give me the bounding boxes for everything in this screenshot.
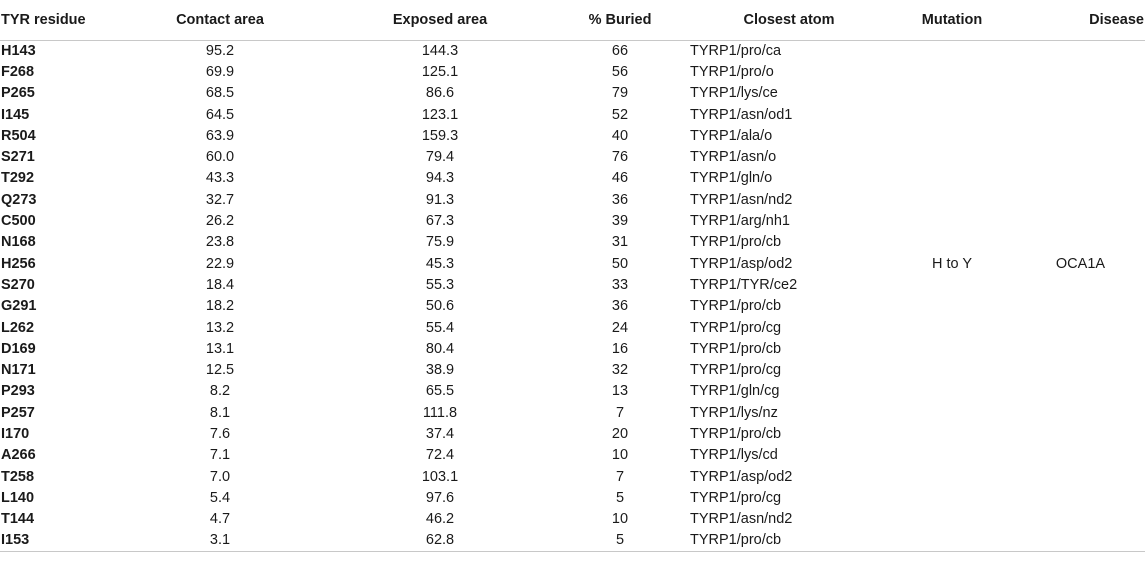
contact-area-cell: 95.2 bbox=[205, 42, 235, 59]
residue-cell: L140 bbox=[1, 489, 35, 506]
contact-area-cell: 18.4 bbox=[205, 276, 235, 293]
mutation-cell bbox=[888, 210, 1016, 231]
disease-cell: OCA1A bbox=[1055, 255, 1106, 272]
table-row bbox=[0, 253, 1145, 274]
closest-atom-cell: TYRP1/pro/cg bbox=[690, 362, 782, 379]
percent-buried-cell: 36 bbox=[611, 191, 629, 208]
exposed-area-cell: 72.4 bbox=[425, 447, 455, 464]
mutation-cell bbox=[888, 338, 1016, 359]
closest-atom-cell: TYRP1/pro/cb bbox=[690, 234, 782, 251]
residue-cell: F268 bbox=[1, 63, 35, 80]
percent-buried-cell: 13 bbox=[611, 383, 629, 400]
exposed-area-cell: 55.3 bbox=[425, 276, 455, 293]
contact-area-cell: 5.4 bbox=[209, 489, 231, 506]
exposed-area-cell: 125.1 bbox=[421, 63, 459, 80]
percent-buried-cell: 7 bbox=[615, 468, 625, 485]
closest-atom-cell: TYRP1/pro/cb bbox=[690, 425, 782, 442]
residue-cell: L262 bbox=[1, 319, 35, 336]
mutation-cell bbox=[888, 104, 1016, 125]
disease-cell bbox=[1016, 61, 1145, 82]
percent-buried-cell: 66 bbox=[611, 42, 629, 59]
closest-atom-cell: TYRP1/pro/cb bbox=[690, 340, 782, 357]
contact-area-cell: 7.1 bbox=[209, 447, 231, 464]
disease-cell bbox=[1016, 232, 1145, 253]
residue-cell: P293 bbox=[1, 383, 35, 400]
header-tyr-residue: TYR residue bbox=[0, 0, 110, 40]
disease-cell bbox=[1016, 359, 1145, 380]
residue-cell: T144 bbox=[1, 511, 35, 528]
disease-cell bbox=[1016, 274, 1145, 295]
contact-area-cell: 18.2 bbox=[205, 298, 235, 315]
table-row bbox=[0, 381, 1145, 402]
mutation-cell: H to Y bbox=[931, 255, 973, 272]
residue-cell: Q273 bbox=[1, 191, 37, 208]
contact-area-cell: 43.3 bbox=[205, 170, 235, 187]
percent-buried-cell: 36 bbox=[611, 298, 629, 315]
contact-area-cell: 26.2 bbox=[205, 213, 235, 230]
residue-cell: G291 bbox=[1, 298, 37, 315]
contact-area-cell: 8.1 bbox=[209, 404, 231, 421]
table-row bbox=[0, 40, 1145, 61]
mutation-cell bbox=[888, 83, 1016, 104]
contact-area-cell: 3.1 bbox=[110, 530, 330, 551]
mutation-cell bbox=[888, 381, 1016, 402]
disease-cell bbox=[1016, 509, 1145, 530]
disease-cell bbox=[1016, 146, 1145, 167]
residue-cell: T258 bbox=[1, 468, 35, 485]
contact-area-cell: 7.6 bbox=[209, 425, 231, 442]
disease-cell bbox=[1016, 296, 1145, 317]
mutation-cell bbox=[888, 125, 1016, 146]
disease-cell bbox=[1016, 210, 1145, 231]
exposed-area-cell: 91.3 bbox=[425, 191, 455, 208]
exposed-area-cell: 103.1 bbox=[421, 468, 459, 485]
disease-cell bbox=[1016, 317, 1145, 338]
exposed-area-cell: 46.2 bbox=[425, 511, 455, 528]
residue-cell: C500 bbox=[1, 213, 36, 230]
table-row bbox=[0, 423, 1145, 444]
table-row bbox=[0, 296, 1145, 317]
mutation-cell bbox=[888, 445, 1016, 466]
residue-cell: P257 bbox=[1, 404, 35, 421]
mutation-cell bbox=[888, 296, 1016, 317]
contact-area-cell: 12.5 bbox=[205, 362, 235, 379]
disease-cell bbox=[1016, 402, 1145, 423]
disease-cell bbox=[1016, 168, 1145, 189]
table-row bbox=[0, 445, 1145, 466]
table-row bbox=[0, 104, 1145, 125]
exposed-area-cell: 86.6 bbox=[425, 85, 455, 102]
closest-atom-cell: TYRP1/ala/o bbox=[690, 127, 773, 144]
residue-cell: H256 bbox=[1, 255, 36, 272]
residue-cell: I145 bbox=[1, 106, 30, 123]
contact-area-cell: 32.7 bbox=[205, 191, 235, 208]
percent-buried-cell: 10 bbox=[611, 511, 629, 528]
mutation-cell bbox=[888, 232, 1016, 253]
mutation-cell bbox=[888, 423, 1016, 444]
closest-atom-cell: TYRP1/pro/cb bbox=[690, 298, 782, 315]
percent-buried-cell: 50 bbox=[611, 255, 629, 272]
closest-atom-cell: TYRP1/asn/o bbox=[690, 149, 777, 166]
table-row bbox=[0, 487, 1145, 508]
residue-cell: H143 bbox=[1, 42, 36, 59]
disease-cell bbox=[1016, 423, 1145, 444]
closest-atom-cell: TYRP1/asn/od1 bbox=[690, 106, 793, 123]
percent-buried-cell: 39 bbox=[611, 213, 629, 230]
exposed-area-cell: 37.4 bbox=[425, 425, 455, 442]
contact-area-cell: 63.9 bbox=[205, 127, 235, 144]
percent-buried-cell: 46 bbox=[611, 170, 629, 187]
percent-buried-cell: 52 bbox=[611, 106, 629, 123]
header-closest-atom: Closest atom bbox=[690, 0, 888, 40]
disease-cell bbox=[1016, 189, 1145, 210]
table-row bbox=[0, 317, 1145, 338]
closest-atom-cell: TYRP1/asp/od2 bbox=[690, 255, 793, 272]
table-row bbox=[0, 168, 1145, 189]
mutation-cell bbox=[888, 189, 1016, 210]
exposed-area-cell: 62.8 bbox=[330, 530, 550, 551]
disease-cell bbox=[1016, 338, 1145, 359]
closest-atom-cell: TYRP1/TYR/ce2 bbox=[690, 276, 798, 293]
exposed-area-cell: 50.6 bbox=[425, 298, 455, 315]
contact-area-cell: 60.0 bbox=[205, 149, 235, 166]
table-body bbox=[0, 40, 1145, 551]
closest-atom-cell: TYRP1/asp/od2 bbox=[690, 468, 793, 485]
disease-cell bbox=[1016, 530, 1145, 551]
disease-cell bbox=[1016, 381, 1145, 402]
table-row bbox=[0, 210, 1145, 231]
disease-cell bbox=[1016, 125, 1145, 146]
contact-area-cell: 23.8 bbox=[205, 234, 235, 251]
mutation-cell bbox=[888, 487, 1016, 508]
closest-atom-cell: TYRP1/asn/nd2 bbox=[690, 191, 793, 208]
contact-area-cell: 7.0 bbox=[209, 468, 231, 485]
residue-cell: P265 bbox=[1, 85, 35, 102]
exposed-area-cell: 55.4 bbox=[425, 319, 455, 336]
header-disease: Disease bbox=[1016, 0, 1145, 40]
mutation-cell bbox=[888, 530, 1016, 551]
table-row bbox=[0, 466, 1145, 487]
contact-area-cell: 22.9 bbox=[205, 255, 235, 272]
mutation-cell bbox=[888, 168, 1016, 189]
table-row bbox=[0, 232, 1145, 253]
residue-cell: S270 bbox=[1, 276, 35, 293]
percent-buried-cell: 31 bbox=[611, 234, 629, 251]
mutation-cell bbox=[888, 402, 1016, 423]
percent-buried-cell: 10 bbox=[611, 447, 629, 464]
exposed-area-cell: 79.4 bbox=[425, 149, 455, 166]
exposed-area-cell: 38.9 bbox=[425, 362, 455, 379]
header-percent-buried: % Buried bbox=[550, 0, 690, 40]
exposed-area-cell: 45.3 bbox=[425, 255, 455, 272]
exposed-area-cell: 159.3 bbox=[421, 127, 459, 144]
disease-cell bbox=[1016, 487, 1145, 508]
table-row bbox=[0, 402, 1145, 423]
disease-cell bbox=[1016, 104, 1145, 125]
closest-atom-cell: TYRP1/pro/cb bbox=[690, 530, 888, 551]
percent-buried-cell: 5 bbox=[550, 530, 690, 551]
table-row bbox=[0, 125, 1145, 146]
table-row bbox=[0, 189, 1145, 210]
exposed-area-cell: 80.4 bbox=[425, 340, 455, 357]
closest-atom-cell: TYRP1/pro/ca bbox=[690, 42, 782, 59]
disease-cell bbox=[1016, 83, 1145, 104]
percent-buried-cell: 32 bbox=[611, 362, 629, 379]
table-row bbox=[0, 338, 1145, 359]
mutation-cell bbox=[888, 317, 1016, 338]
residue-cell: R504 bbox=[1, 127, 36, 144]
percent-buried-cell: 76 bbox=[611, 149, 629, 166]
disease-cell bbox=[1016, 466, 1145, 487]
closest-atom-cell: TYRP1/pro/cg bbox=[690, 489, 782, 506]
header-exposed-area: Exposed area bbox=[330, 0, 550, 40]
mutation-cell bbox=[888, 40, 1016, 61]
header-row bbox=[0, 0, 1145, 40]
closest-atom-cell: TYRP1/lys/ce bbox=[690, 85, 778, 102]
exposed-area-cell: 94.3 bbox=[425, 170, 455, 187]
mutation-cell bbox=[888, 61, 1016, 82]
residue-cell: I170 bbox=[1, 425, 30, 442]
exposed-area-cell: 67.3 bbox=[425, 213, 455, 230]
percent-buried-cell: 40 bbox=[611, 127, 629, 144]
contact-area-cell: 4.7 bbox=[209, 511, 231, 528]
percent-buried-cell: 5 bbox=[615, 489, 625, 506]
closest-atom-cell: TYRP1/lys/cd bbox=[690, 447, 778, 464]
residue-cell: D169 bbox=[1, 340, 36, 357]
exposed-area-cell: 75.9 bbox=[425, 234, 455, 251]
table-row bbox=[0, 146, 1145, 167]
exposed-area-cell: 97.6 bbox=[425, 489, 455, 506]
closest-atom-cell: TYRP1/arg/nh1 bbox=[690, 213, 790, 230]
table-row bbox=[0, 359, 1145, 380]
percent-buried-cell: 20 bbox=[611, 425, 629, 442]
closest-atom-cell: TYRP1/pro/o bbox=[690, 63, 774, 80]
percent-buried-cell: 79 bbox=[611, 85, 629, 102]
mutation-cell bbox=[888, 146, 1016, 167]
closest-atom-cell: TYRP1/gln/o bbox=[690, 170, 773, 187]
contact-area-cell: 69.9 bbox=[205, 63, 235, 80]
percent-buried-cell: 24 bbox=[611, 319, 629, 336]
closest-atom-cell: TYRP1/gln/cg bbox=[690, 383, 780, 400]
exposed-area-cell: 123.1 bbox=[421, 106, 459, 123]
residue-cell: N171 bbox=[1, 362, 36, 379]
disease-cell bbox=[1016, 445, 1145, 466]
percent-buried-cell: 16 bbox=[611, 340, 629, 357]
contact-area-cell: 8.2 bbox=[209, 383, 231, 400]
contact-area-cell: 68.5 bbox=[205, 85, 235, 102]
header-contact-area: Contact area bbox=[110, 0, 330, 40]
mutation-cell bbox=[888, 466, 1016, 487]
exposed-area-cell: 65.5 bbox=[425, 383, 455, 400]
residue-cell: T292 bbox=[1, 170, 35, 187]
percent-buried-cell: 56 bbox=[611, 63, 629, 80]
exposed-area-cell: 111.8 bbox=[422, 404, 458, 421]
exposed-area-cell: 144.3 bbox=[421, 42, 459, 59]
mutation-cell bbox=[888, 509, 1016, 530]
table-row bbox=[0, 83, 1145, 104]
residue-cell: I153 bbox=[0, 530, 110, 551]
residue-cell: S271 bbox=[1, 149, 35, 166]
contact-area-cell: 13.1 bbox=[205, 340, 235, 357]
table-row bbox=[0, 274, 1145, 295]
disease-cell bbox=[1016, 40, 1145, 61]
mutation-cell bbox=[888, 274, 1016, 295]
mutation-cell bbox=[888, 359, 1016, 380]
residue-cell: N168 bbox=[1, 234, 36, 251]
percent-buried-cell: 33 bbox=[611, 276, 629, 293]
residue-cell: A266 bbox=[1, 447, 36, 464]
closest-atom-cell: TYRP1/lys/nz bbox=[690, 404, 778, 421]
header-mutation: Mutation bbox=[888, 0, 1016, 40]
table-row bbox=[0, 509, 1145, 530]
percent-buried-cell: 7 bbox=[615, 404, 625, 421]
table-row bbox=[0, 61, 1145, 82]
contact-area-cell: 13.2 bbox=[205, 319, 235, 336]
closest-atom-cell: TYRP1/asn/nd2 bbox=[690, 511, 793, 528]
closest-atom-cell: TYRP1/pro/cg bbox=[690, 319, 782, 336]
table-row bbox=[0, 530, 1145, 551]
contact-area-cell: 64.5 bbox=[205, 106, 235, 123]
